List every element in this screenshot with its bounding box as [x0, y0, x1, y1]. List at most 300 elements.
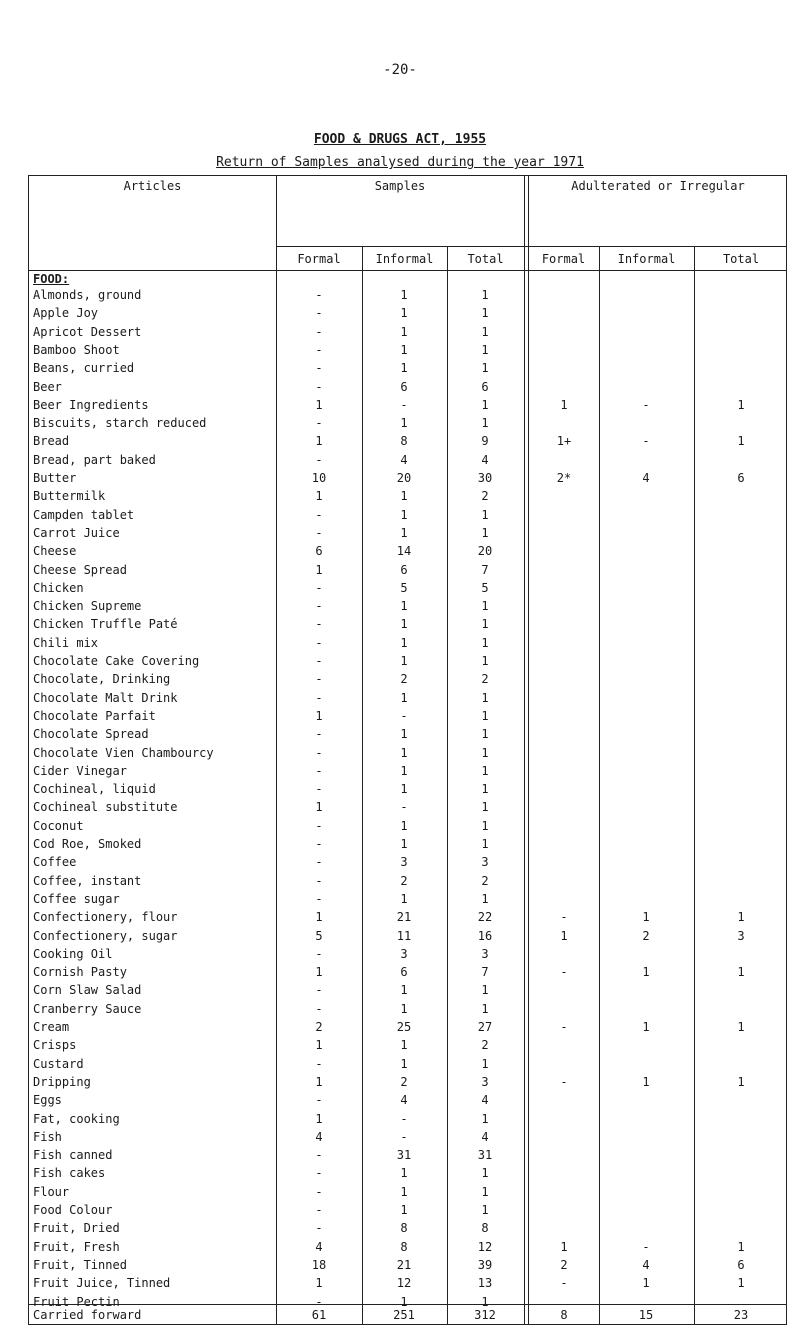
article-name: Cooking Oil [33, 946, 113, 961]
total-count: 8 [481, 1221, 489, 1236]
header-divider [29, 270, 786, 271]
total-count: 2 [481, 489, 489, 504]
formal-count: 1 [315, 397, 323, 412]
total-count: 30 [477, 471, 493, 485]
formal-count: - [315, 617, 323, 632]
formal-count: 10 [311, 471, 327, 485]
informal-count: 3 [400, 946, 408, 961]
total-count: 13 [477, 1276, 493, 1291]
total-count: 1 [481, 1001, 489, 1016]
article-name: Chocolate Spread [33, 727, 149, 742]
table-row [29, 306, 788, 321]
article-name: Fish [33, 1129, 62, 1144]
total-count: 1 [481, 837, 489, 851]
article-name: Food Colour [33, 1203, 113, 1217]
article-name: Fruit Juice, Tinned [33, 1276, 171, 1291]
formal-count: - [315, 782, 323, 797]
formal-count: - [315, 507, 323, 522]
informal-count: 1 [400, 1038, 408, 1053]
total-count: 6 [481, 379, 489, 394]
total-count: 7 [481, 562, 489, 577]
formal-count: - [315, 983, 323, 998]
adulterated-total: 1 [737, 1020, 745, 1034]
informal-count: 25 [396, 1020, 412, 1034]
table-row [29, 965, 788, 980]
formal-count: - [315, 690, 323, 705]
informal-count: 1 [400, 818, 408, 833]
article-name: Bread, part baked [33, 452, 156, 467]
adulterated-total-header: Total [722, 252, 760, 266]
table-row [29, 654, 788, 669]
total-count: 7 [481, 965, 489, 980]
formal-count: 1 [315, 489, 323, 504]
adulterated-informal: 1 [642, 965, 650, 980]
total-count: 1 [481, 763, 489, 778]
informal-count: 1 [400, 1294, 408, 1309]
total-adulterated-formal: 8 [560, 1308, 568, 1322]
total-count: 3 [481, 1074, 489, 1089]
table-row [29, 617, 788, 632]
informal-count: 1 [400, 1001, 408, 1016]
total-count: 1 [481, 983, 489, 998]
article-name: Flour [33, 1184, 70, 1199]
article-name: Butter [33, 471, 77, 485]
total-count: 2 [481, 672, 489, 687]
informal-count: 2 [400, 1074, 408, 1089]
table-row [29, 929, 788, 944]
informal-count: 8 [400, 434, 408, 449]
adulterated-total: 6 [737, 1257, 745, 1272]
informal-count: 1 [400, 891, 408, 906]
table-row [29, 1221, 788, 1236]
document-title: FOOD & DRUGS ACT, 1955 [313, 132, 487, 147]
formal-count: - [315, 891, 323, 906]
total-count: 1 [481, 635, 489, 650]
table-row [29, 1112, 788, 1127]
article-name: Chicken Truffle Paté [33, 617, 178, 632]
adulterated-formal: - [560, 1074, 568, 1089]
informal-count: 1 [400, 690, 408, 705]
adulterated-informal: 4 [642, 471, 650, 485]
total-count: 1 [481, 690, 489, 705]
informal-count: 1 [400, 617, 408, 632]
total-count: 3 [481, 946, 489, 961]
informal-count: - [400, 800, 408, 815]
table-row [29, 910, 788, 925]
article-name: Almonds, ground [33, 288, 142, 302]
formal-count: 18 [311, 1257, 327, 1272]
formal-count: 1 [315, 434, 323, 449]
table-row [29, 380, 788, 395]
formal-count: - [315, 1221, 323, 1236]
informal-count: 1 [400, 727, 408, 742]
informal-count: 1 [400, 1184, 408, 1199]
adulterated-informal: - [642, 434, 650, 449]
table-row [29, 709, 788, 724]
total-count: 1 [481, 288, 489, 302]
informal-count: 21 [396, 1257, 412, 1272]
formal-count: 5 [315, 928, 323, 943]
total-count: 1 [481, 818, 489, 833]
adulterated-informal: - [642, 1239, 650, 1254]
adulterated-formal: 2* [556, 471, 572, 485]
article-name: Chicken Supreme [33, 599, 142, 614]
adulterated-formal-header: Formal [541, 252, 586, 266]
informal-count: 1 [400, 983, 408, 998]
formal-count: - [315, 672, 323, 687]
total-count: 1 [481, 617, 489, 632]
article-name: Cider Vinegar [33, 763, 127, 778]
table-row [29, 361, 788, 376]
total-count: 5 [481, 580, 489, 595]
adulterated-informal: 1 [642, 1276, 650, 1291]
article-name: Chocolate, Drinking [33, 672, 171, 687]
article-name: Bread [33, 434, 70, 449]
formal-count: - [315, 727, 323, 742]
adulterated-formal: - [560, 965, 568, 980]
total-count: 27 [477, 1020, 493, 1034]
total-count: 20 [477, 544, 493, 559]
adulterated-total: 1 [737, 1074, 745, 1089]
article-name: Cheese Spread [33, 562, 127, 577]
formal-count: - [315, 1148, 323, 1163]
formal-count: 1 [315, 910, 323, 925]
table-row [29, 837, 788, 852]
informal-count: 11 [396, 928, 412, 943]
informal-count: 1 [400, 1166, 408, 1181]
total-count: 1 [481, 654, 489, 668]
informal-count: 3 [400, 855, 408, 870]
article-name: Chocolate Cake Covering [33, 654, 200, 668]
informal-count: 4 [400, 1093, 408, 1108]
adulterated-formal: 1 [560, 928, 568, 943]
article-name: Coffee [33, 855, 77, 870]
article-name: Bamboo Shoot [33, 342, 120, 357]
adulterated-formal: - [560, 910, 568, 925]
formal-count: - [315, 837, 323, 851]
table-row [29, 434, 788, 449]
article-name: Chili mix [33, 635, 99, 650]
formal-count: - [315, 1166, 323, 1181]
table-row [29, 1130, 788, 1145]
table-row [29, 508, 788, 523]
article-name: Chocolate Malt Drink [33, 690, 178, 705]
formal-count: - [315, 1093, 323, 1108]
total-count: 1 [481, 1166, 489, 1181]
returns-table [28, 175, 787, 1325]
formal-count: - [315, 306, 323, 321]
formal-count: 6 [315, 544, 323, 559]
total-count: 1 [481, 1184, 489, 1199]
article-name: Chicken [33, 580, 84, 595]
total-count: 1 [481, 782, 489, 797]
informal-count: - [400, 1129, 408, 1144]
total-count: 12 [477, 1239, 493, 1254]
adulterated-total: 6 [737, 471, 745, 485]
total-count: 1 [481, 1203, 489, 1217]
informal-count: 1 [400, 416, 408, 431]
total-count: 2 [481, 1038, 489, 1053]
table-row [29, 599, 788, 614]
table-row [29, 416, 788, 431]
total-count: 1 [481, 416, 489, 431]
formal-count: 1 [315, 708, 323, 723]
formal-count: - [315, 361, 323, 376]
table-row [29, 489, 788, 504]
table-row [29, 819, 788, 834]
formal-count: 1 [315, 1111, 323, 1126]
adulterated-informal: 4 [642, 1257, 650, 1272]
formal-count: 1 [315, 1074, 323, 1089]
adulterated-total: 1 [737, 910, 745, 925]
total-count: 2 [481, 873, 489, 888]
formal-count: - [315, 416, 323, 431]
adulterated-formal: 2 [560, 1257, 568, 1272]
article-name: Chocolate Parfait [33, 708, 156, 723]
informal-count: 6 [400, 965, 408, 980]
article-name: Fat, cooking [33, 1111, 120, 1126]
table-row [29, 288, 788, 303]
formal-count: - [315, 635, 323, 650]
formal-count: - [315, 1001, 323, 1016]
informal-count: 4 [400, 452, 408, 467]
total-informal: 251 [393, 1308, 415, 1322]
total-count: 39 [477, 1257, 493, 1272]
section-label: FOOD: [33, 272, 70, 286]
table-row [29, 947, 788, 962]
total-count: 1 [481, 745, 489, 760]
adulterated-total: 1 [737, 965, 745, 980]
article-name: Coconut [33, 818, 84, 833]
total-count: 1 [481, 507, 489, 522]
table-row [29, 1038, 788, 1053]
table-row [29, 526, 788, 541]
adulterated-informal-header: Informal [617, 252, 676, 266]
article-name: Cream [33, 1020, 70, 1034]
adulterated-formal: 1 [560, 1239, 568, 1254]
adulterated-informal: 1 [642, 910, 650, 925]
formal-count: - [315, 1294, 323, 1309]
table-row [29, 727, 788, 742]
formal-count: - [315, 1184, 323, 1199]
adulterated-header: Adulterated or Irregular [571, 179, 745, 193]
adulterated-total: 1 [737, 434, 745, 449]
article-name: Beer Ingredients [33, 397, 149, 412]
formal-count: - [315, 342, 323, 357]
article-name: Fruit, Fresh [33, 1239, 120, 1254]
article-name: Beer [33, 379, 62, 394]
adulterated-total: 1 [737, 1276, 745, 1291]
samples-informal-header: Informal [375, 252, 434, 266]
formal-count: - [315, 654, 323, 668]
article-name: Buttermilk [33, 489, 106, 504]
total-formal: 61 [311, 1308, 327, 1322]
articles-header: Articles [123, 179, 182, 193]
informal-count: 21 [396, 910, 412, 925]
table-row [29, 1020, 788, 1035]
header-divider [276, 246, 786, 247]
formal-count: - [315, 818, 323, 833]
article-name: Cochineal, liquid [33, 782, 156, 797]
article-name: Dripping [33, 1074, 91, 1089]
informal-count: 1 [400, 599, 408, 614]
article-name: Fish canned [33, 1148, 113, 1163]
informal-count: 1 [400, 288, 408, 302]
table-row [29, 1148, 788, 1163]
total-count: 1 [481, 342, 489, 357]
article-name: Apple Joy [33, 306, 99, 321]
formal-count: - [315, 1203, 323, 1217]
article-name: Beans, curried [33, 361, 135, 376]
article-name: Chocolate Vien Chambourcy [33, 745, 214, 760]
article-name: Fruit, Tinned [33, 1257, 127, 1272]
formal-count: - [315, 855, 323, 870]
informal-count: 6 [400, 379, 408, 394]
article-name: Fruit Pectin [33, 1294, 120, 1309]
formal-count: - [315, 580, 323, 595]
total-label: Carried forward [33, 1308, 142, 1322]
formal-count: - [315, 379, 323, 394]
formal-count: - [315, 873, 323, 888]
formal-count: - [315, 452, 323, 467]
article-name: Carrot Juice [33, 525, 120, 540]
formal-count: 1 [315, 965, 323, 980]
informal-count: 1 [400, 361, 408, 376]
informal-count: 1 [400, 782, 408, 797]
informal-count: - [400, 708, 408, 723]
total-count: 1 [481, 708, 489, 723]
informal-count: 2 [400, 873, 408, 888]
table-row [29, 1075, 788, 1090]
informal-count: 1 [400, 342, 408, 357]
informal-count: 1 [400, 525, 408, 540]
samples-formal-header: Formal [297, 252, 341, 266]
article-name: Cheese [33, 544, 77, 559]
informal-count: 1 [400, 763, 408, 778]
table-row [29, 581, 788, 596]
total-count: 1 [481, 525, 489, 540]
informal-count: 1 [400, 306, 408, 321]
informal-count: 1 [400, 1056, 408, 1071]
informal-count: 8 [400, 1239, 408, 1254]
adulterated-total: 1 [737, 1239, 745, 1254]
article-name: Cornish Pasty [33, 965, 127, 980]
total-total: 312 [474, 1308, 496, 1322]
formal-count: - [315, 946, 323, 961]
table-row [29, 544, 788, 559]
total-count: 1 [481, 1111, 489, 1126]
informal-count: 6 [400, 562, 408, 577]
total-count: 3 [481, 855, 489, 870]
formal-count: 1 [315, 1276, 323, 1291]
total-adulterated-total: 23 [733, 1308, 749, 1322]
informal-count: 20 [396, 471, 412, 485]
table-row [29, 782, 788, 797]
total-count: 1 [481, 397, 489, 412]
informal-count: - [400, 397, 408, 412]
total-count: 4 [481, 1129, 489, 1144]
table-row [29, 1166, 788, 1181]
total-count: 1 [481, 727, 489, 742]
article-name: Coffee sugar [33, 891, 120, 906]
table-row [29, 1276, 788, 1291]
table-row [29, 691, 788, 706]
table-row [29, 453, 788, 468]
total-count: 4 [481, 1093, 489, 1108]
formal-count: 4 [315, 1129, 323, 1144]
table-row [29, 471, 788, 486]
article-name: Apricot Dessert [33, 324, 142, 339]
article-name: Biscuits, starch reduced [33, 416, 207, 431]
table-row [29, 855, 788, 870]
table-row [29, 1240, 788, 1255]
total-adulterated-informal: 15 [638, 1308, 654, 1322]
formal-count: 4 [315, 1239, 323, 1254]
table-row [29, 874, 788, 889]
informal-count: 1 [400, 745, 408, 760]
total-count: 1 [481, 1294, 489, 1309]
total-count: 1 [481, 891, 489, 906]
informal-count: 14 [396, 544, 412, 559]
article-name: Corn Slaw Salad [33, 983, 142, 998]
article-name: Eggs [33, 1093, 62, 1108]
formal-count: 1 [315, 1038, 323, 1053]
table-row [29, 672, 788, 687]
table-row [29, 636, 788, 651]
informal-count: 1 [400, 837, 408, 851]
adulterated-formal: - [560, 1276, 568, 1291]
formal-count: - [315, 599, 323, 614]
table-row [29, 983, 788, 998]
table-row [29, 1185, 788, 1200]
formal-count: - [315, 1056, 323, 1071]
document-subtitle: Return of Samples analysed during the year 1971 [216, 155, 584, 170]
table-row [29, 892, 788, 907]
total-count: 31 [477, 1148, 493, 1163]
table-row [29, 343, 788, 358]
table-row [29, 1093, 788, 1108]
article-name: Custard [33, 1056, 84, 1071]
formal-count: 1 [315, 562, 323, 577]
article-name: Cranberry Sauce [33, 1001, 142, 1016]
total-count: 22 [477, 910, 493, 925]
page-number: -20- [383, 62, 417, 78]
formal-count: 2 [315, 1020, 323, 1034]
adulterated-informal: 1 [642, 1020, 650, 1034]
article-name: Cod Roe, Smoked [33, 837, 142, 851]
adulterated-informal: - [642, 397, 650, 412]
total-count: 1 [481, 306, 489, 321]
informal-count: 1 [400, 1203, 408, 1217]
samples-header: Samples [374, 179, 426, 193]
table-row [29, 398, 788, 413]
adulterated-informal: 1 [642, 1074, 650, 1089]
adulterated-total: 3 [737, 928, 745, 943]
informal-count: 1 [400, 324, 408, 339]
adulterated-informal: 2 [642, 928, 650, 943]
table-row [29, 746, 788, 761]
table-row [29, 325, 788, 340]
total-count: 1 [481, 324, 489, 339]
informal-count: 31 [396, 1148, 412, 1163]
total-count: 16 [477, 928, 493, 943]
table-row [29, 1002, 788, 1017]
formal-count: - [315, 525, 323, 540]
formal-count: - [315, 763, 323, 778]
adulterated-formal: 1+ [556, 434, 572, 449]
informal-count: - [400, 1111, 408, 1126]
table-row [29, 1258, 788, 1273]
